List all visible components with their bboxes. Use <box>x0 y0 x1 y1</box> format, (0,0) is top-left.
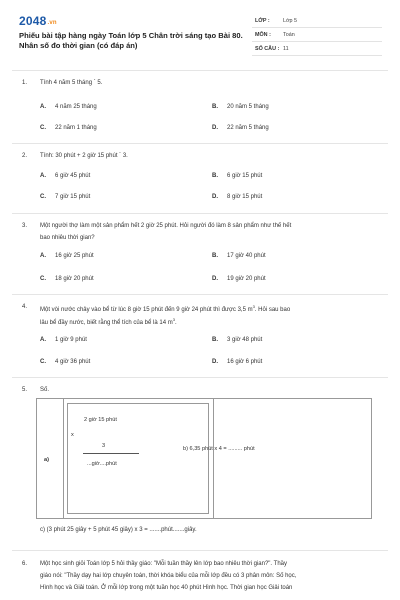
q4-option-c-letter: C. <box>40 359 46 365</box>
meta-divider <box>252 41 382 42</box>
question-3-text-line2: bao nhiêu thời gian? <box>40 235 95 241</box>
question-2-number: 2. <box>22 153 28 159</box>
q2-option-b-letter: B. <box>212 173 218 179</box>
document-title: Phiếu bài tập hàng ngày Toán lớp 5 Chân trời sáng tạo Bài 80. Nhân số đo thời gian (có đáp án) <box>19 31 243 50</box>
q4-line1-part2: . Hỏi sau bao <box>254 307 291 313</box>
question-1-number: 1. <box>22 80 28 86</box>
question-6-text-line3: Hình học và Giải toán. Ở mỗi lớp trong một tuần học 40 phút Hình học. Thời gian học Giải toán <box>40 585 293 591</box>
question-2-text: Tính: 30 phút + 2 giờ 15 phút ´ 3. <box>40 153 128 159</box>
meta-count <box>252 44 382 56</box>
q4-line1-part1: Một vòi nước chảy vào bể từ lúc 8 giờ 15 phút đến 9 giờ 24 phút thì được 3,5 m <box>40 307 253 313</box>
question-divider <box>12 550 388 551</box>
q1-option-c-letter: C. <box>40 125 46 131</box>
q2-option-a-letter: A. <box>40 173 46 179</box>
question-divider <box>12 143 388 144</box>
question-divider <box>12 377 388 378</box>
mult-factor: 3 <box>102 443 106 449</box>
table-row-label-cell <box>37 399 64 518</box>
fill-in-table <box>36 398 372 519</box>
q4-option-d[interactable]: 16 giờ 6 phút <box>227 359 263 365</box>
meta-divider <box>252 55 382 56</box>
meta-divider <box>252 27 382 28</box>
q1-option-b-letter: B. <box>212 104 218 110</box>
meta-count-label: SỐ CÂU : <box>255 46 280 52</box>
logo-tld: .vn <box>47 20 57 26</box>
row-a-label: a) <box>44 457 49 463</box>
meta-class <box>252 16 382 28</box>
question-3-text-line1: Một người thợ làm một sản phẩm hết 2 giờ 25 phút. Hỏi người đó làm 8 sản phẩm như thế hết <box>40 223 292 229</box>
logo-main: 2048 <box>19 14 47 28</box>
question-divider <box>12 213 388 214</box>
multiplication-cell <box>63 399 214 518</box>
mult-sign: x <box>71 432 74 438</box>
q4-line1-sup: 3 <box>252 304 255 309</box>
question-5-number: 5. <box>22 387 28 393</box>
q4-option-b-letter: B. <box>212 337 218 343</box>
mult-line <box>83 453 139 454</box>
question-4-text-line2 <box>40 314 177 329</box>
meta-class-value: Lớp 5 <box>283 18 298 24</box>
q4-option-a-letter: A. <box>40 337 46 343</box>
q2-option-d[interactable]: 8 giờ 15 phút <box>227 194 263 200</box>
q1-option-c[interactable]: 22 năm 1 tháng <box>55 125 97 131</box>
q4-option-d-letter: D. <box>212 359 218 365</box>
mult-top-value: 2 giờ 15 phút <box>84 417 117 423</box>
question-1-text: Tính 4 năm 5 tháng ´ 5. <box>40 80 103 86</box>
question-6-number: 6. <box>22 561 28 567</box>
mult-result[interactable]: ...giờ....phút <box>87 461 117 467</box>
header-divider <box>12 70 388 71</box>
q1-option-b[interactable]: 20 năm 5 tháng <box>227 104 269 110</box>
question-6-text-line2: giáo nói: "Thầy dạy hai lớp chuyên toán, thời khóa biểu của mỗi lớp đều có 3 phân môn: Số học, <box>40 573 297 579</box>
question-6-text-line1: Một học sinh giỏi Toán lớp 5 hỏi thầy giáo: "Mỗi tuần thầy lên lớp bao nhiêu thời gian?". Thầy <box>40 561 287 567</box>
meta-subject-label: MÔN : <box>255 32 271 38</box>
q3-option-d-letter: D. <box>212 276 218 282</box>
part-b-text[interactable]: b) 6,35 phút x 4 = ......... phút <box>183 446 255 452</box>
q1-option-a-letter: A. <box>40 104 46 110</box>
q1-option-a[interactable]: 4 năm 25 tháng <box>55 104 97 110</box>
q2-option-b[interactable]: 6 giờ 15 phút <box>227 173 263 179</box>
q2-option-d-letter: D. <box>212 194 218 200</box>
q4-line2-part1: lâu bể đầy nước, biết rằng thể tích của bể là 14 m <box>40 320 173 326</box>
q2-option-c-letter: C. <box>40 194 46 200</box>
q4-line2-sup: 3 <box>172 317 175 322</box>
q3-option-d[interactable]: 19 giờ 20 phút <box>227 276 266 282</box>
q2-option-c[interactable]: 7 giờ 15 phút <box>55 194 91 200</box>
q3-option-b-letter: B. <box>212 253 218 259</box>
q4-line2-part2: . <box>174 320 177 326</box>
site-logo[interactable] <box>19 14 57 28</box>
meta-count-value: 11 <box>283 46 289 52</box>
q3-option-a[interactable]: 16 giờ 25 phút <box>55 253 94 259</box>
q1-option-d-letter: D. <box>212 125 218 131</box>
q3-option-c-letter: C. <box>40 276 46 282</box>
question-3-number: 3. <box>22 223 28 229</box>
meta-class-label: LỚP : <box>255 18 270 24</box>
q4-option-b[interactable]: 3 giờ 48 phút <box>227 337 263 343</box>
multiplication-box <box>67 403 209 514</box>
q3-option-b[interactable]: 17 giờ 40 phút <box>227 253 266 259</box>
meta-subject <box>252 30 382 42</box>
part-c-text[interactable]: c) (3 phút 25 giây + 5 phút 45 giây) x 3 = .......phút.......giây. <box>40 527 197 533</box>
q1-option-d[interactable]: 22 năm 5 tháng <box>227 125 269 131</box>
q3-option-c[interactable]: 18 giờ 20 phút <box>55 276 94 282</box>
meta-subject-value: Toán <box>283 32 295 38</box>
question-divider <box>12 294 388 295</box>
q4-option-c[interactable]: 4 giờ 36 phút <box>55 359 91 365</box>
q2-option-a[interactable]: 6 giờ 45 phút <box>55 173 91 179</box>
q4-option-a[interactable]: 1 giờ 9 phút <box>55 337 87 343</box>
q3-option-a-letter: A. <box>40 253 46 259</box>
question-5-text: Số. <box>40 387 50 393</box>
question-4-number: 4. <box>22 304 28 310</box>
